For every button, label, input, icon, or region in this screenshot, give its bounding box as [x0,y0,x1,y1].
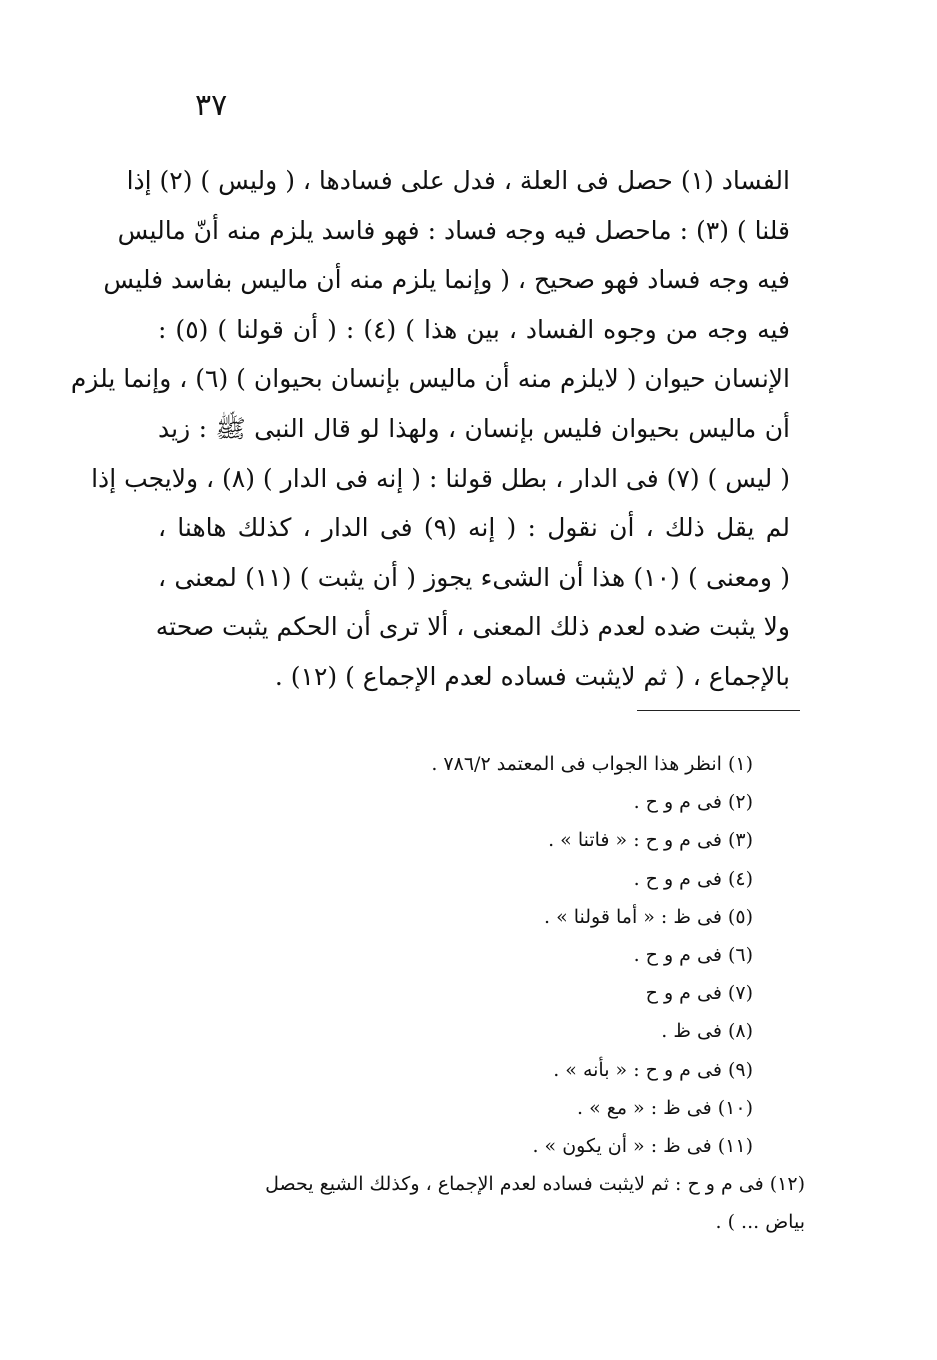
text-line: لم يقل ذلك ، أن نقول : ( إنه (٩) فى الدار ، كذلك هاهنا ، [158,513,790,543]
text-line: ( ومعنى ) (١٠) هذا أن الشىء يجوز ( أن يثبت ) (١١) لمعنى ، [158,562,790,592]
footnotes [158,745,805,1203]
text-line: أن ماليس بحيوان فليس بإنسان ، ولهذا لو قال النبى ﷺ : زيد [158,413,790,443]
footnote: (١١) فى ظ : « أن يكون » . [532,1134,753,1157]
text-line: الإنسان حيوان ( لايلزم منه أن ماليس بإنسان بحيوان ) (٦) ، وإنما يلزم [70,364,790,394]
page-number: ٣٧ [195,88,228,123]
main-text [70,156,790,702]
text-line: ولا يثبت ضده لعدم ذلك المعنى ، ألا ترى أن الحكم يثبت صحته [155,612,790,642]
footnote: (٩) فى م و ح : « بأنه » . [553,1058,753,1081]
footnote: (١) انظر هذا الجواب فى المعتمد ٧٨٦/٢ . [431,753,753,775]
text-line: فيه وجه فساد فهو صحيح ، ( وإنما يلزم منه أن ماليس بفاسد فليس [103,265,790,295]
footnote: (٤) فى م و ح . [633,867,753,890]
footnote: (٦) فى م و ح . [633,943,753,966]
text-line: الفساد (١) حصل فى العلة ، فدل على فسادها ، ( وليس ) (٢) إذا [126,166,790,195]
footnote: (١٢) فى م و ح : ثم لايثبت فساده لعدم الإجماع ، وكذلك الشيع يحصل [265,1173,805,1196]
text-line: قلنا ) (٣) : ماحصل فيه وجه فساد : فهو فاسد يلزم منه أنّ ماليس [117,215,790,245]
footnote-continuation: بياض ... ) . [715,1211,805,1233]
footnote: (٨) فى ظ . [661,1020,753,1043]
footnote: (٣) فى م و ح : « فاتنا » . [548,829,753,852]
text-line: بالإجماع ، ( ثم لايثبت فساده لعدم الإجماع ) (١٢) . [274,661,790,691]
footnote: (٢) فى م و ح . [633,791,753,814]
footnote: (٥) فى ظ : « أما قولنا » . [543,905,753,928]
footnote: (٧) فى م و ح [645,982,753,1005]
text-line: ( ليس ) (٧) فى الدار ، بطل قولنا : ( إنه فى الدار ) (٨) ، ولايجب إذا [91,463,790,493]
footnote: (١٠) فى ظ : « مع » . [576,1096,753,1119]
footnote-separator [637,710,800,711]
text-line: فيه وجه من وجوه الفساد ، بين هذا ) (٤) : ( أن قولنا ) (٥) : [158,314,790,344]
